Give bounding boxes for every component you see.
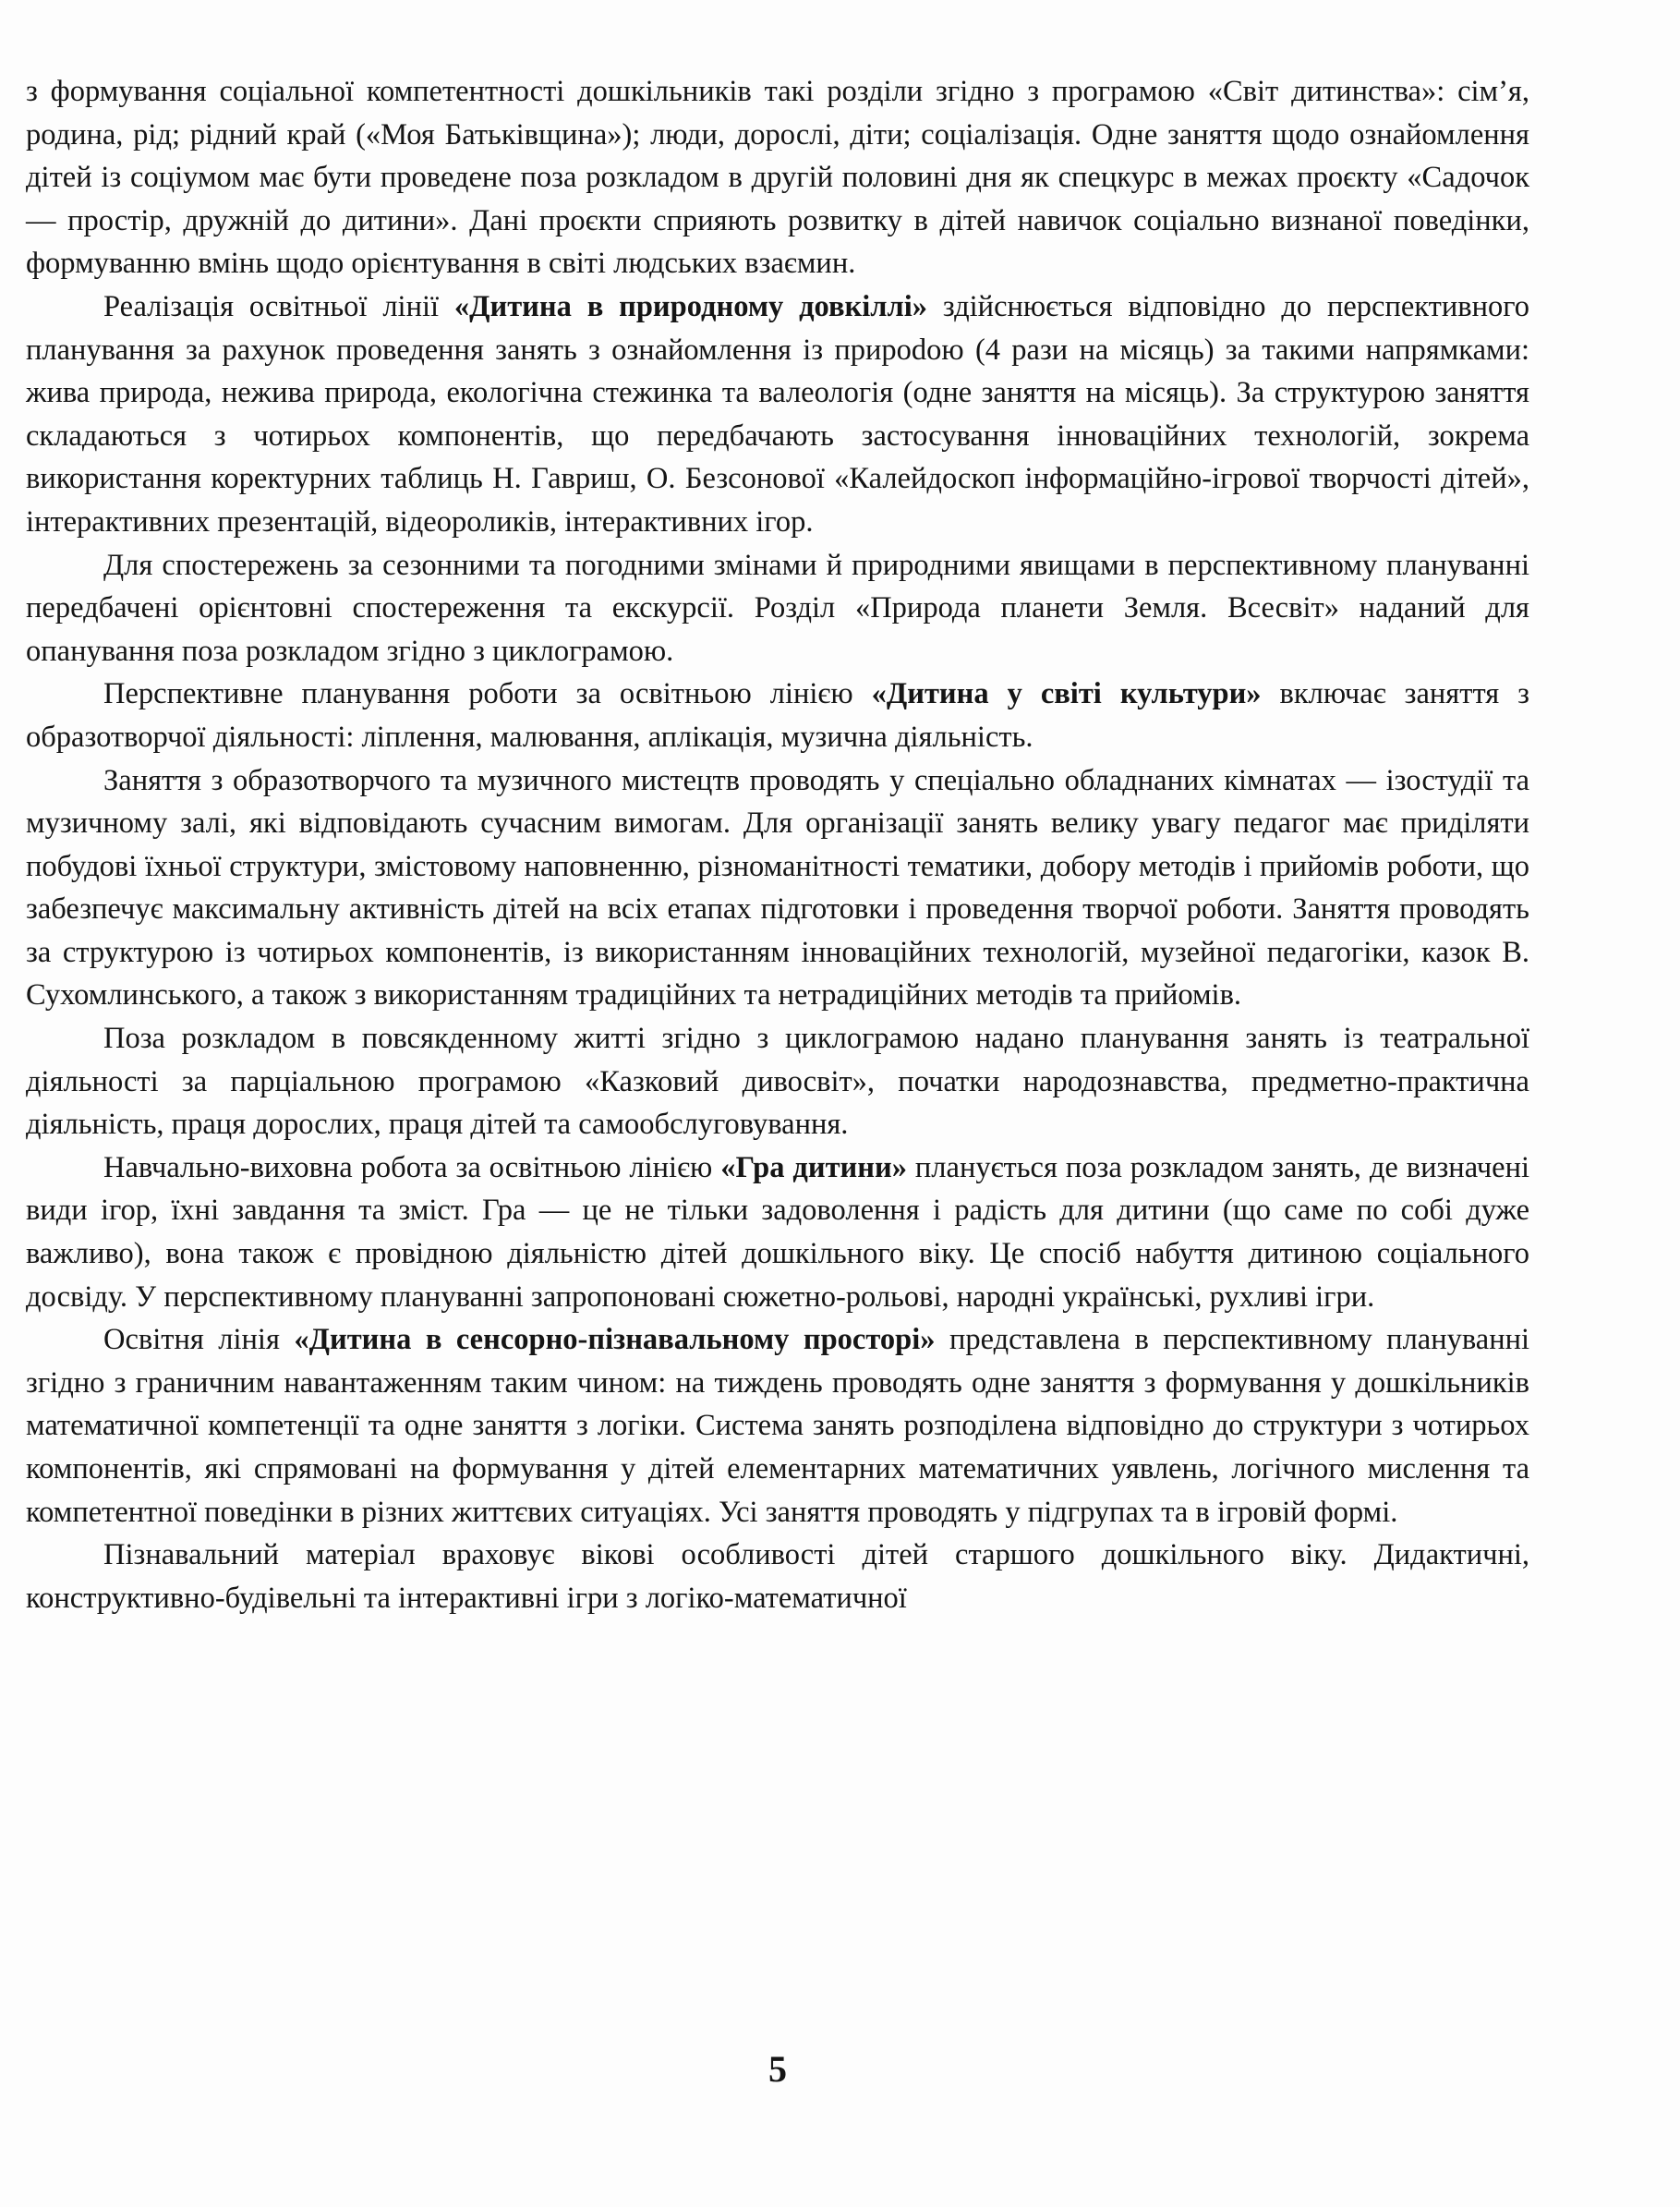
paragraph bbox=[26, 544, 1529, 673]
text-run: представлена в перспективному плануванні згідно з граничним навантаженням таким чином: на тиждень проводять одне заняття з формування у дошкільників математичної компетенції та одне заняття з логіки. Система занять розподілена відповідно до структури з чотирьох компонентів, які спрямовані на формування у дітей елементарних математичних уявлень, логічного мислення та компетентної поведінки в різних життєвих ситуаціях. Усі заняття проводять у підгрупах та в ігровій формі. bbox=[26, 1323, 1530, 1529]
education-line-title: «Гра дитини» bbox=[720, 1150, 907, 1184]
education-line-title: «Дитина у світі культури» bbox=[871, 677, 1262, 711]
text-run: Поза розкладом в повсякденному житті згідно з циклограмою надано планування занять із театральної діяльності за парціальною програмою «Казковий дивосвіт», початки народознавства, предметно-практична діяльність, праця дорослих, праця дітей та самообслуговування. bbox=[26, 1022, 1529, 1142]
paragraph bbox=[26, 285, 1529, 544]
text-run: Для спостережень за сезонними та погодними змінами й природними явищами в перспективному плануванні передбачені орієнтовні спостереження та екскурсії. Розділ «Природа планети Земля. Всесвіт» наданий для опанування поза розкладом згідно з циклограмою. bbox=[26, 548, 1529, 668]
education-line-title: «Дитина в сенсорно-пізнавальному просторі» bbox=[294, 1323, 936, 1357]
text-run: Освітня лінія bbox=[103, 1323, 295, 1357]
body-text bbox=[26, 70, 1529, 1619]
paragraph bbox=[26, 1017, 1529, 1146]
paragraph bbox=[26, 673, 1529, 758]
paragraph bbox=[26, 759, 1529, 1018]
text-run: з формування соціальної компетентності дошкільників такі розділи згідно з програмою «Світ дитинства»: сім’я, родина, рід; рідний край («Моя Батьківщина»); люди, дорослі, діти; соціалізація. Одне заняття щодо ознайомлення дітей із соціумом має бути проведене поза розкладом в другій половині дня як спецкурс в межах проєкту «Садочок — простір, дружній до дитини». Дані проєкти сприяють розвитку в дітей навичок соціально визнаної поведінки, формуванню вмінь щодо орієнтування в світі людських взаємин. bbox=[26, 75, 1529, 281]
text-run: планується поза розкладом занять, де визначені види ігор, їхні завдання та зміст. Гра — це не тільки задоволення і радість для дитини (що саме по собі дуже важливо), вона також є провідною діяльністю дітей дошкільного віку. Це спосіб набуття дитиною соціального досвіду. У перспективному плануванні запропоновані сюжетно-рольові, народні українські, рухливі ігри. bbox=[26, 1150, 1530, 1314]
text-run: здійснюється відповідно до перспективного планування за рахунок проведення занять з ознайомлення із прироdою (4 рази на місяць) за такими напрямками: жива природа, нежива природа, екологічна стежинка та валеологія (одне заняття на місяць). За структурою заняття складаються з чотирьох компонентів, що передбачають застосування інноваційних технологій, зокрема використання коректурних таблиць Н. Гавриш, О. Безсонової «Калейдоскоп інформаційно-ігрової творчості дітей», інтерактивних презентацій, відеороликів, інтерактивних ігор. bbox=[26, 289, 1529, 539]
page-number: 5 bbox=[768, 2048, 787, 2090]
text-run: Перспективне планування роботи за освітньою лінією bbox=[103, 677, 872, 711]
education-line-title: «Дитина в природному довкіллі» bbox=[453, 289, 928, 323]
paragraph bbox=[26, 70, 1529, 285]
text-run: Пізнавальний матеріал враховує вікові особливості дітей старшого дошкільного віку. Дидактичні, конструктивно-будівельні та інтерактивні ігри з логіко-математичної bbox=[26, 1538, 1529, 1615]
paragraph bbox=[26, 1318, 1529, 1534]
text-run: Навчально-виховна робота за освітньою лінією bbox=[103, 1150, 721, 1184]
text-run: Реалізація освітньої лінії bbox=[103, 289, 454, 323]
paragraph bbox=[26, 1534, 1529, 1619]
paragraph bbox=[26, 1146, 1529, 1318]
text-run: Заняття з образотворчого та музичного мистецтв проводять у спеціально обладнаних кімнатах — ізостудії та музичному залі, які відповідають сучасним вимогам. Для організації занять велику увагу педагог має приділяти побудові їхньої структури, змістовому наповненню, різноманітності тематики, добору методів і прийомів роботи, що забезпечує максимальну активність дітей на всіх етапах підготовки і проведення творчої роботи. Заняття проводять за структурою із чотирьох компонентів, із використанням інноваційних технологій, музейної педагогіки, казок В. Сухомлинського, а також з використанням традиційних та нетрадиційних методів та прийомів. bbox=[26, 763, 1529, 1013]
text-run: включає заняття з образотворчої діяльності: ліплення, малювання, аплікація, музична діяльність. bbox=[26, 677, 1529, 754]
